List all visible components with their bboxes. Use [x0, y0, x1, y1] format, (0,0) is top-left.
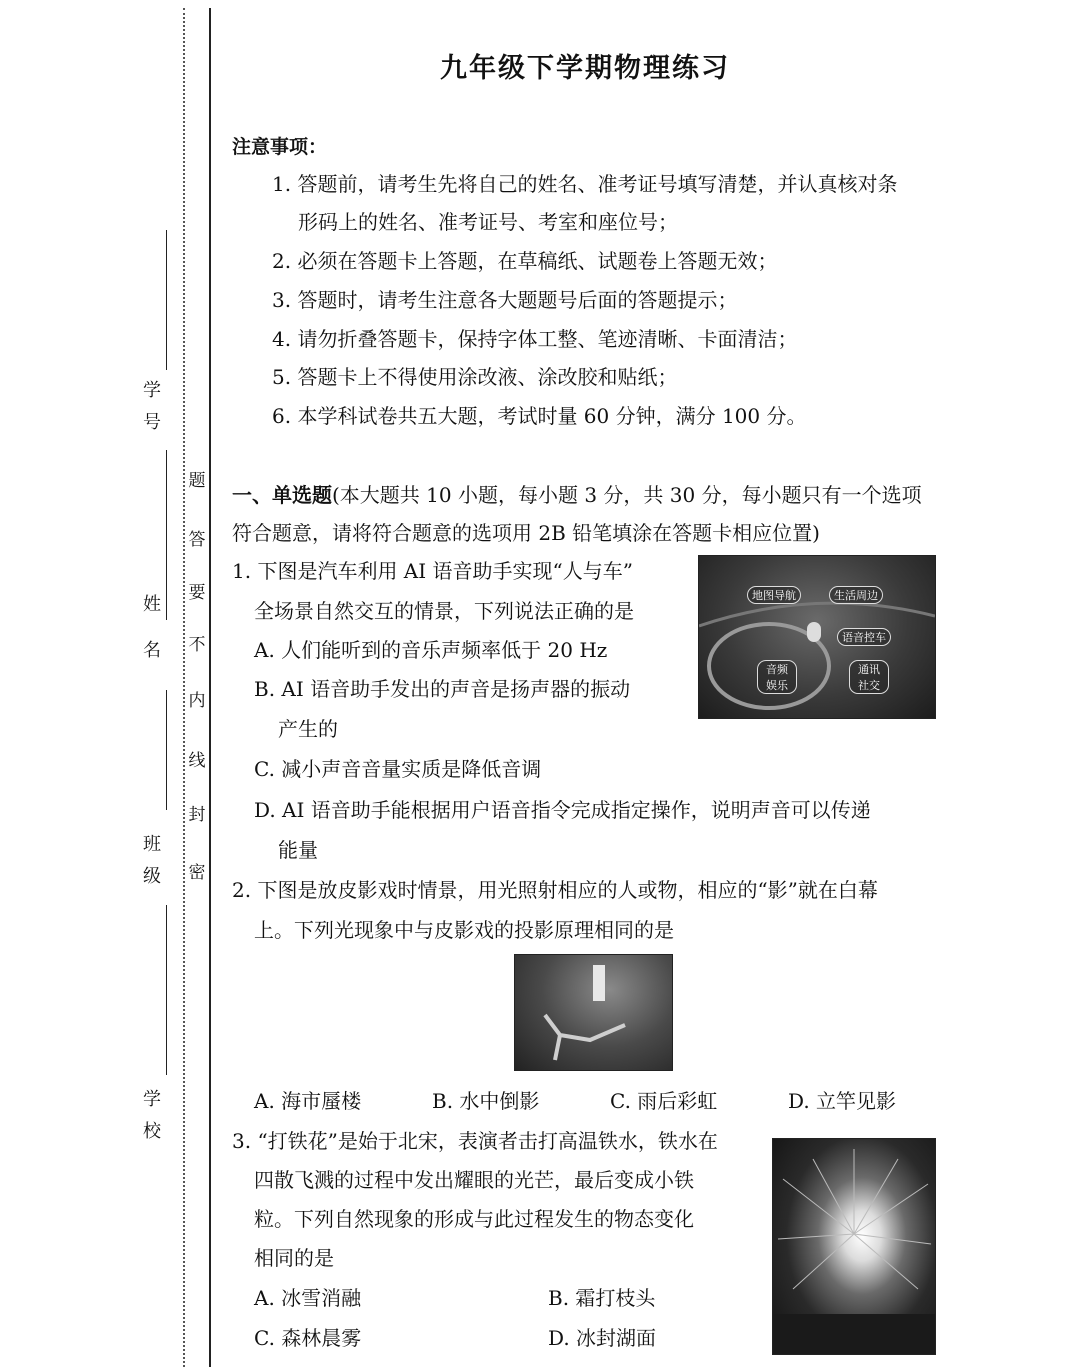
notice-item-5: 5. 答题卡上不得使用涂改液、涂改胶和贴纸；	[272, 365, 678, 389]
shadow-play-drawing	[515, 955, 672, 1070]
seal-char-5: 内	[188, 691, 206, 711]
notice-item-4: 4. 请勿折叠答题卡，保持字体工整、笔迹清晰、卡面清洁；	[272, 327, 798, 351]
class-field[interactable]	[140, 690, 180, 890]
car-interior-drawing	[699, 556, 935, 718]
class-label-2: 级	[143, 866, 161, 887]
seal-char-2: 答	[188, 530, 206, 550]
school-field[interactable]	[140, 905, 180, 1145]
q3-option-b[interactable]: B. 霜打枝头	[548, 1286, 656, 1310]
school-line[interactable]	[166, 905, 167, 1075]
tag-audio-entertainment: 音频娱乐	[757, 660, 797, 694]
q3-option-a[interactable]: A. 冰雪消融	[254, 1286, 362, 1310]
tag-life-nearby: 生活周边	[829, 586, 883, 604]
class-label-1: 班	[143, 834, 161, 855]
q2-option-a[interactable]: A. 海市蜃楼	[254, 1089, 362, 1113]
tag-social-communication: 通讯社交	[849, 660, 889, 694]
q3-stem-line-4: 相同的是	[254, 1246, 334, 1270]
q2-stem-line-1: 2. 下图是放皮影戏时情景，用光照射相应的人或物，相应的“影”就在白幕	[232, 878, 878, 902]
q1-option-a[interactable]: A. 人们能听到的音乐声频率低于 20 Hz	[254, 638, 608, 662]
student-id-label-2: 号	[143, 412, 161, 433]
q1-option-c[interactable]: C. 减小声音音量实质是降低音调	[254, 757, 542, 781]
section-1-header	[232, 476, 932, 552]
tag-map-navigation: 地图导航	[747, 586, 801, 604]
name-label-1: 姓	[143, 594, 161, 615]
page-title: 九年级下学期物理练习	[440, 53, 730, 84]
seal-char-1: 题	[188, 471, 206, 491]
q2-option-c[interactable]: C. 雨后彩虹	[610, 1089, 718, 1113]
car-ai-voice-photo	[698, 555, 936, 719]
section-1-desc: (本大题共 10 小题，每小题 3 分，共 30 分，每小题只有一个选项符合题意，请将符合题意的选项用 2B 铅笔填涂在答题卡相应位置)	[232, 483, 922, 545]
seal-char-6: 线	[188, 751, 206, 771]
notice-heading: 注意事项：	[232, 136, 328, 158]
student-id-field[interactable]	[140, 230, 180, 433]
spark-rays	[778, 1149, 931, 1289]
binding-dotted-line	[183, 8, 185, 1367]
notice-item-1-cont: 形码上的姓名、准考证号、考室和座位号；	[298, 210, 678, 234]
shadow-puppet-shape	[545, 1015, 625, 1060]
q3-option-c[interactable]: C. 森林晨雾	[254, 1326, 362, 1350]
student-id-label-1: 学	[143, 380, 161, 401]
binding-solid-line	[209, 8, 211, 1367]
q1-option-d-cont: 能量	[278, 838, 318, 862]
notice-item-1: 1. 答题前，请考生先将自己的姓名、准考证号填写清楚，并认真核对条	[272, 172, 898, 196]
name-field[interactable]	[140, 450, 180, 680]
q1-option-b[interactable]: B. AI 语音助手发出的声音是扬声器的振动	[254, 677, 631, 701]
q3-option-d[interactable]: D. 冰封湖面	[548, 1326, 657, 1350]
q3-stem-line-1: 3. “打铁花”是始于北宋，表演者击打高温铁水，铁水在	[232, 1129, 718, 1153]
school-label-1: 学	[143, 1089, 161, 1110]
dashboard-shape	[699, 603, 935, 626]
name-label-2: 名	[143, 640, 161, 661]
notice-item-3: 3. 答题时，请考生注意各大题题号后面的答题提示；	[272, 288, 738, 312]
q1-option-b-cont: 产生的	[278, 717, 338, 741]
q3-stem-line-2: 四散飞溅的过程中发出耀眼的光芒，最后变成小铁	[254, 1168, 694, 1192]
q2-stem-line-2: 上。下列光现象中与皮影戏的投影原理相同的是	[254, 918, 674, 942]
q3-stem-line-3: 粒。下列自然现象的形成与此过程发生的物态变化	[254, 1207, 694, 1231]
notice-item-6: 6. 本学科试卷共五大题，考试时量 60 分钟，满分 100 分。	[272, 404, 807, 428]
microphone-icon	[807, 622, 821, 642]
seal-char-3: 要	[188, 583, 206, 603]
iron-sparks-drawing	[773, 1139, 935, 1354]
name-line[interactable]	[166, 450, 167, 620]
notice-item-2: 2. 必须在答题卡上答题，在草稿纸、试题卷上答题无效；	[272, 249, 778, 273]
school-label-2: 校	[143, 1121, 161, 1142]
ground-shape	[773, 1314, 935, 1354]
seal-char-8: 密	[188, 863, 206, 883]
shadow-play-photo	[514, 954, 673, 1071]
q1-stem-line-1: 1. 下图是汽车利用 AI 语音助手实现“人与车”	[232, 559, 633, 583]
q1-stem-line-2: 全场景自然交互的情景，下列说法正确的是	[254, 599, 634, 623]
seal-char-7: 封	[188, 805, 206, 825]
student-id-line[interactable]	[166, 230, 167, 370]
light-shape	[593, 965, 605, 1001]
q2-option-b[interactable]: B. 水中倒影	[432, 1089, 540, 1113]
q2-option-d[interactable]: D. 立竿见影	[788, 1089, 897, 1113]
tag-voice-car-control: 语音控车	[837, 628, 891, 646]
iron-flower-photo	[772, 1138, 936, 1355]
seal-char-4: 不	[188, 635, 206, 655]
q1-option-d[interactable]: D. AI 语音助手能根据用户语音指令完成指定操作，说明声音可以传递	[254, 798, 871, 822]
class-line[interactable]	[166, 690, 167, 810]
section-1-title: 一、单选题	[232, 483, 332, 507]
